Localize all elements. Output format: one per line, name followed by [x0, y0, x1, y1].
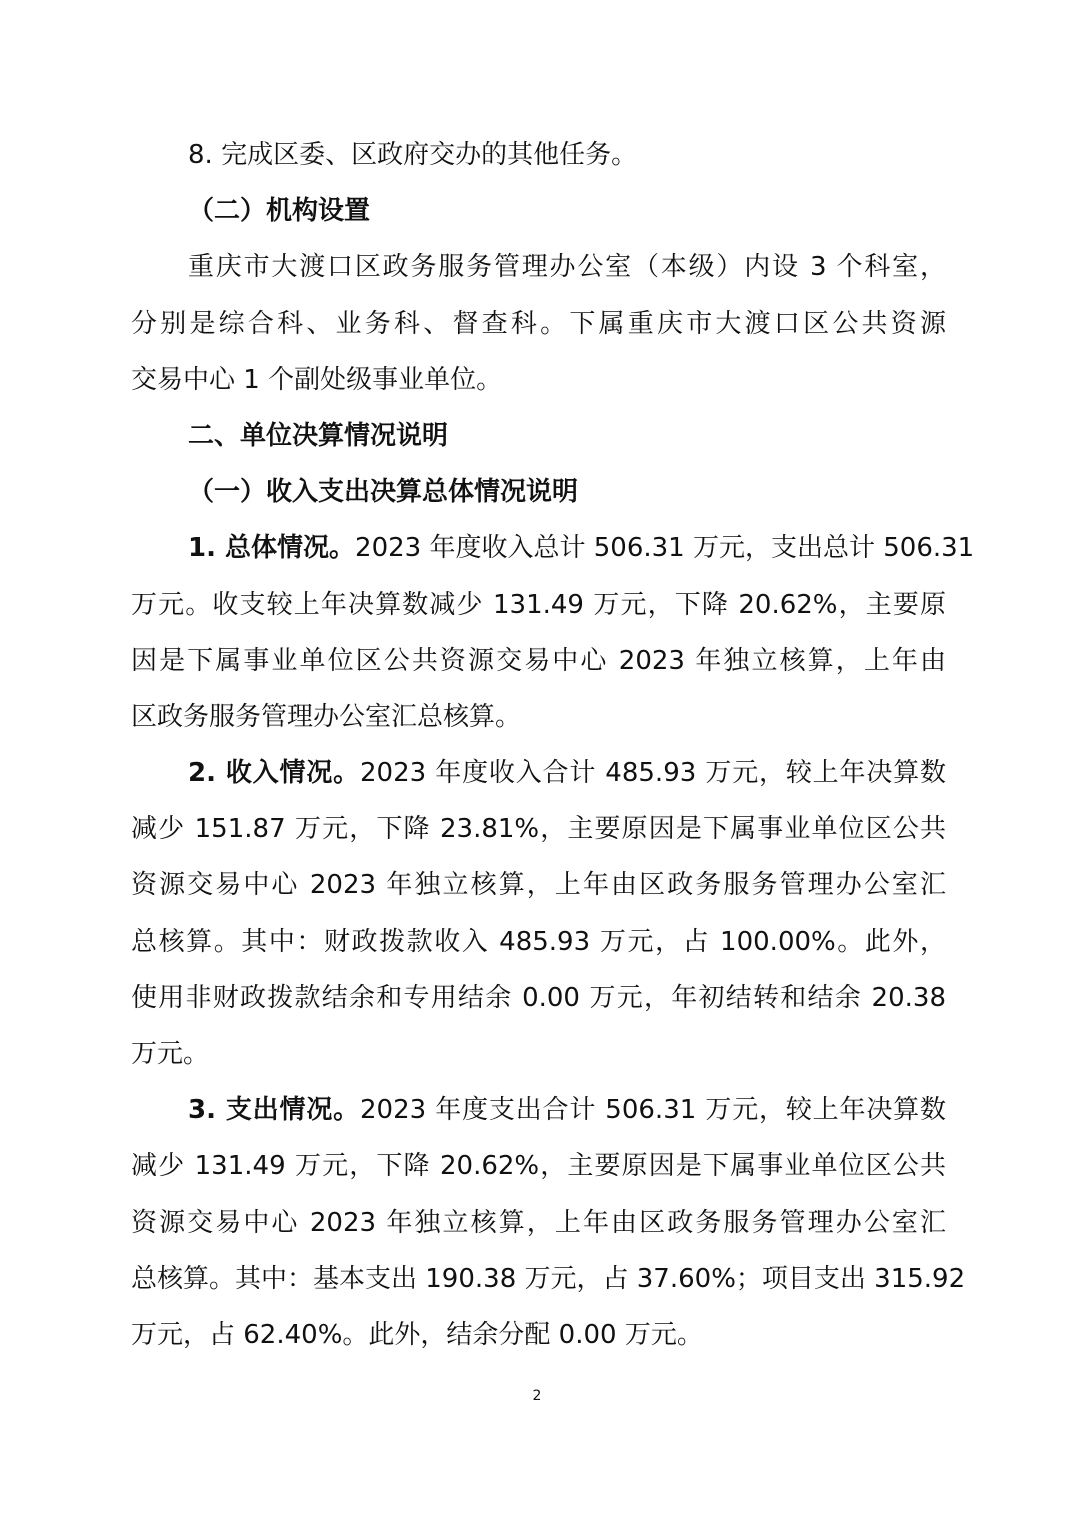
- text-line: [131, 1082, 946, 1138]
- line-text: 使用非财政拨款结余和专用结余 0.00 万元，年初结转和结余 20.38: [131, 982, 946, 1013]
- text-line: [131, 239, 946, 295]
- paragraph-label: 3. 支出情况。: [188, 1095, 360, 1126]
- line-text: 资源交易中心 2023 年独立核算，上年由区政务服务管理办公室汇: [131, 870, 946, 901]
- line-text: 8. 完成区委、区政府交办的其他任务。: [188, 140, 638, 170]
- paragraph: [131, 745, 946, 1082]
- text-line: [131, 1026, 946, 1082]
- line-text: 2023 年度收入总计 506.31 万元，支出总计 506.31: [355, 533, 975, 564]
- paragraph-label: 1. 总体情况。: [188, 533, 356, 564]
- text-line: [131, 577, 946, 633]
- document-body: [131, 127, 975, 1363]
- line-text: 资源交易中心 2023 年独立核算，上年由区政务服务管理办公室汇: [131, 1207, 946, 1238]
- line-text: 万元。: [131, 1039, 210, 1069]
- section-heading: [131, 464, 946, 520]
- line-text: 万元，占 62.40%。此外，结余分配 0.00 万元。: [131, 1319, 703, 1350]
- text-line: [131, 1251, 966, 1307]
- text-line: [131, 1195, 946, 1251]
- paragraph: [131, 127, 946, 183]
- line-text: 交易中心 1 个副处级事业单位。: [131, 364, 503, 395]
- text-line: [131, 520, 975, 576]
- line-text: 万元。收支较上年决算数减少 131.49 万元，下降 20.62%，主要原: [131, 589, 946, 620]
- text-line: [131, 801, 946, 857]
- text-line: [131, 1138, 946, 1194]
- text-line: [131, 914, 946, 970]
- page-number: 2: [532, 1388, 542, 1404]
- paragraph: [131, 1082, 966, 1363]
- text-line: [131, 633, 946, 689]
- line-text: （二）机构设置: [188, 196, 371, 227]
- paragraph-label: 2. 收入情况。: [188, 758, 360, 789]
- text-line: [131, 970, 946, 1026]
- text-line: [131, 408, 946, 464]
- line-text: 分别是综合科、业务科、督查科。下属重庆市大渡口区公共资源: [131, 308, 946, 339]
- line-text: 2023 年度收入合计 485.93 万元，较上年决算数: [359, 758, 946, 789]
- line-text: 减少 151.87 万元，下降 23.81%，主要原因是下属事业单位区公共: [131, 814, 946, 845]
- line-text: 减少 131.49 万元，下降 20.62%，主要原因是下属事业单位区公共: [131, 1151, 946, 1182]
- text-line: [131, 183, 946, 239]
- line-text: 重庆市大渡口区政务服务管理办公室（本级）内设 3 个科室，: [188, 252, 946, 283]
- text-line: [131, 689, 946, 745]
- line-text: 总核算。其中：财政拨款收入 485.93 万元，占 100.00%。此外，: [131, 926, 946, 957]
- line-text: 区政务服务管理办公室汇总核算。: [131, 701, 522, 732]
- text-line: [131, 1307, 946, 1363]
- line-text: 总核算。其中：基本支出 190.38 万元，占 37.60%；项目支出 315.92: [131, 1263, 966, 1294]
- text-line: [131, 352, 946, 408]
- text-line: [131, 745, 946, 801]
- text-line: [131, 857, 946, 913]
- text-line: [131, 464, 946, 520]
- section-heading: [131, 408, 946, 464]
- section-heading: [131, 183, 946, 239]
- line-text: （一）收入支出决算总体情况说明: [188, 477, 579, 508]
- paragraph: [131, 520, 975, 745]
- line-text: 因是下属事业单位区公共资源交易中心 2023 年独立核算，上年由: [131, 645, 946, 676]
- line-text: 二、单位决算情况说明: [188, 420, 449, 451]
- line-text: 2023 年度支出合计 506.31 万元，较上年决算数: [359, 1095, 946, 1126]
- paragraph: [131, 239, 946, 408]
- text-line: [131, 127, 946, 183]
- text-line: [131, 296, 946, 352]
